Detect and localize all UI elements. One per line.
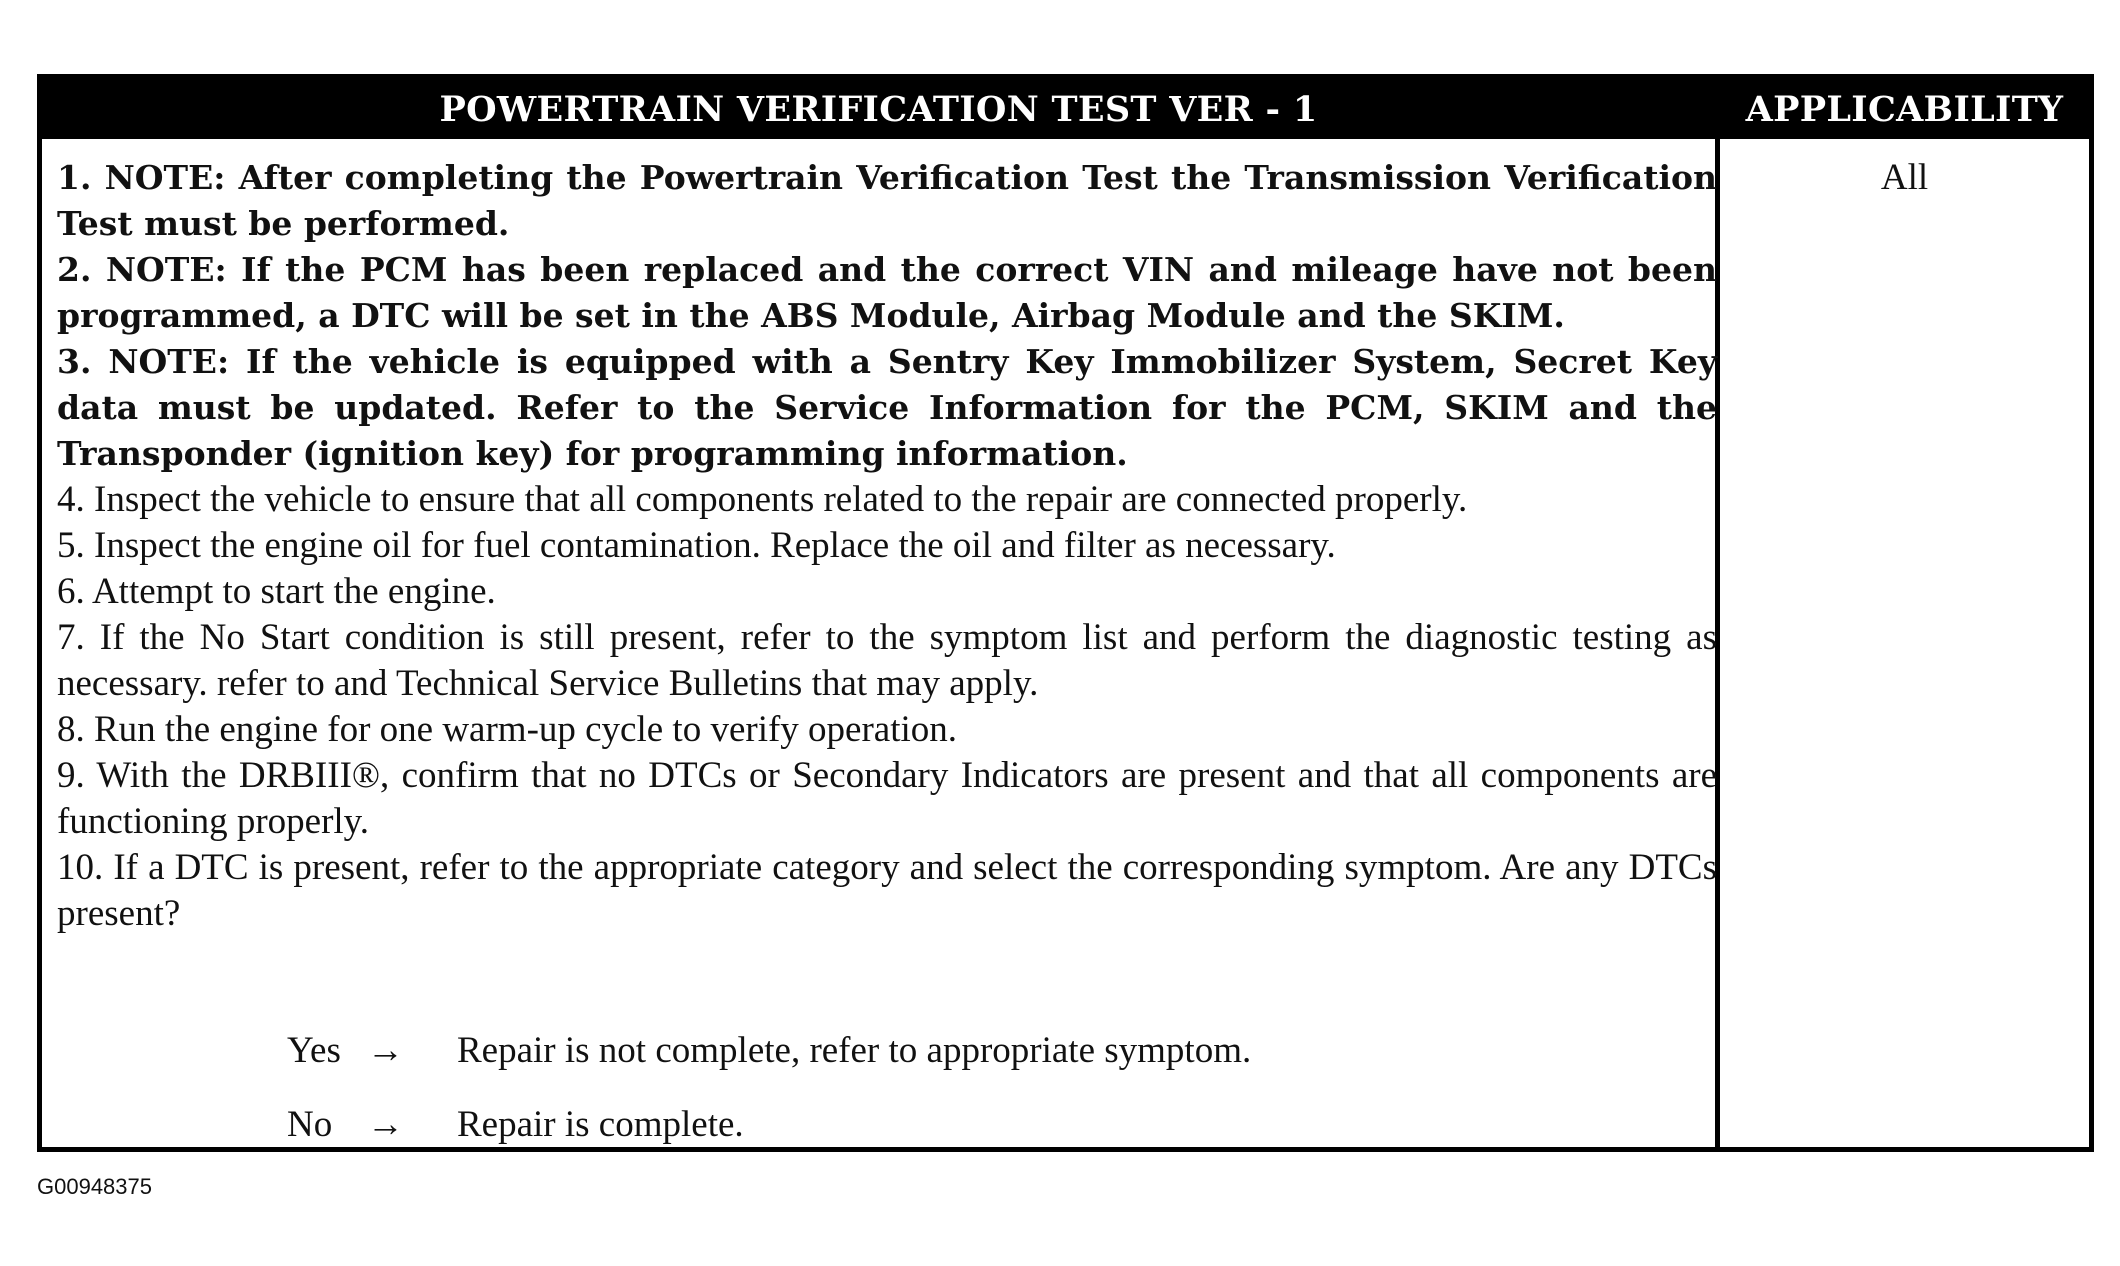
right-arrow-icon: → xyxy=(367,1030,404,1071)
step-7: 7. If the No Start condition is still present, refer to the symptom list and perform the diagnostic testing as necessary. refer to and Technical Service Bulletins that may apply. xyxy=(57,617,1717,704)
applicability-value: All xyxy=(1715,139,2089,1147)
outcome-result: Repair is not complete, refer to appropriate symptom. xyxy=(457,1030,1252,1071)
procedure-table xyxy=(37,74,2094,1152)
outcome-result: Repair is complete. xyxy=(457,1104,744,1145)
step-8: 8. Run the engine for one warm-up cycle to verify operation. xyxy=(57,709,958,750)
step-4: 4. Inspect the vehicle to ensure that all components related to the repair are connected properly. xyxy=(57,479,1468,520)
step-2-note: 2. NOTE: If the PCM has been replaced and the correct VIN and mileage have not been programmed, a DTC will be set in the ABS Module, Airbag Module and the SKIM. xyxy=(57,250,1717,335)
step-9: 9. With the DRBIII®, confirm that no DTCs or Secondary Indicators are present and that all components are functioning properly. xyxy=(57,755,1717,842)
outcome-list xyxy=(287,1029,1251,1177)
step-10: 10. If a DTC is present, refer to the appropriate category and select the corresponding symptom. Are any DTCs present? xyxy=(57,847,1717,934)
figure-id: G00948375 xyxy=(37,1174,152,1199)
outcome-answer: No xyxy=(287,1104,333,1145)
step-5: 5. Inspect the engine oil for fuel contamination. Replace the oil and filter as necessary. xyxy=(57,525,1336,566)
procedure-title: POWERTRAIN VERIFICATION TEST VER - 1 xyxy=(42,79,1715,139)
outcome-no xyxy=(287,1103,1251,1177)
step-1-note: 1. NOTE: After completing the Powertrain Verification Test the Transmission Verification Test must be performed. xyxy=(57,158,1717,243)
right-arrow-icon: → xyxy=(367,1104,404,1145)
applicability-title: APPLICABILITY xyxy=(1715,79,2089,139)
procedure-body xyxy=(42,139,1715,1147)
outcome-answer: Yes xyxy=(287,1030,341,1071)
step-6: 6. Attempt to start the engine. xyxy=(57,571,496,612)
step-3-note: 3. NOTE: If the vehicle is equipped with a Sentry Key Immobilizer System, Secret Key data must be updated. Refer to the Service Information for the PCM, SKIM and the Transponder (ignition key) for programming information. xyxy=(57,342,1717,473)
step-list xyxy=(57,155,1717,937)
outcome-yes xyxy=(287,1029,1251,1103)
